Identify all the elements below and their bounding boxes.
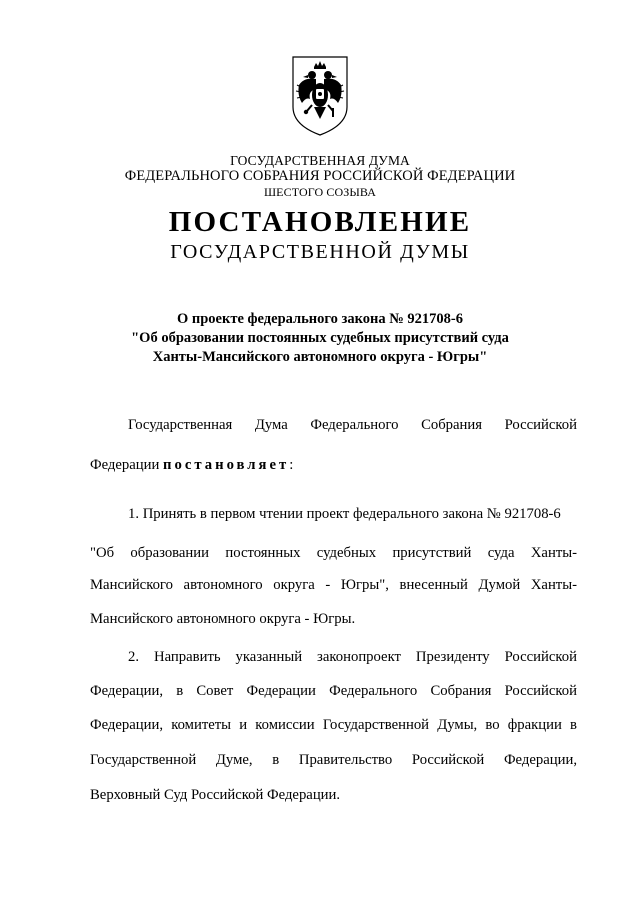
convocation-line: ШЕСТОГО СОЗЫВА	[263, 185, 377, 199]
item-2-line-2: Федерации, в Совет Федерации Федерального Собрания Российской	[90, 683, 577, 699]
item-2-line-3: Федерации, комитеты и комиссии Государственной Думы, во фракции в	[90, 717, 577, 733]
preamble-line-1: Государственная Дума Федерального Собрания Российской	[128, 417, 577, 433]
subject-line-2: "Об образовании постоянных судебных присутствий суда	[131, 330, 509, 346]
issuing-body-title: ГОСУДАРСТВЕННОЙ ДУМЫ	[170, 241, 470, 263]
item-2-line-1: 2. Направить указанный законопроект Президенту Российской	[128, 649, 577, 665]
org-name-line-1: ГОСУДАРСТВЕННАЯ ДУМА	[230, 153, 410, 168]
subject-line-3: Ханты-Мансийского автономного округа - Югры"	[152, 349, 488, 365]
item-2-line-5: Верховный Суд Российской Федерации.	[90, 787, 341, 803]
preamble-line-2	[90, 456, 293, 474]
item-1-line-1: 1. Принять в первом чтении проект федерального закона № 921708-6	[128, 506, 561, 522]
document-type-title: ПОСТАНОВЛЕНИЕ	[168, 206, 472, 238]
resolves-word: постановляет	[163, 457, 290, 473]
preamble-text: Федерации	[90, 457, 164, 473]
org-name-line-2: ФЕДЕРАЛЬНОГО СОБРАНИЯ РОССИЙСКОЙ ФЕДЕРАЦИИ	[124, 168, 516, 184]
subject-line-1: О проекте федерального закона № 921708-6	[176, 311, 464, 327]
item-1-line-3: Мансийского автономного округа - Югры", внесенный Думой Ханты-	[90, 577, 577, 593]
item-2-line-4: Государственной Думе, в Правительство Российской Федерации,	[90, 752, 577, 768]
item-1-line-2: "Об образовании постоянных судебных присутствий суда Ханты-	[90, 545, 577, 561]
item-1-line-4: Мансийского автономного округа - Югры.	[90, 611, 356, 627]
preamble-colon: :	[289, 457, 294, 473]
coat-of-arms-icon	[290, 55, 350, 137]
